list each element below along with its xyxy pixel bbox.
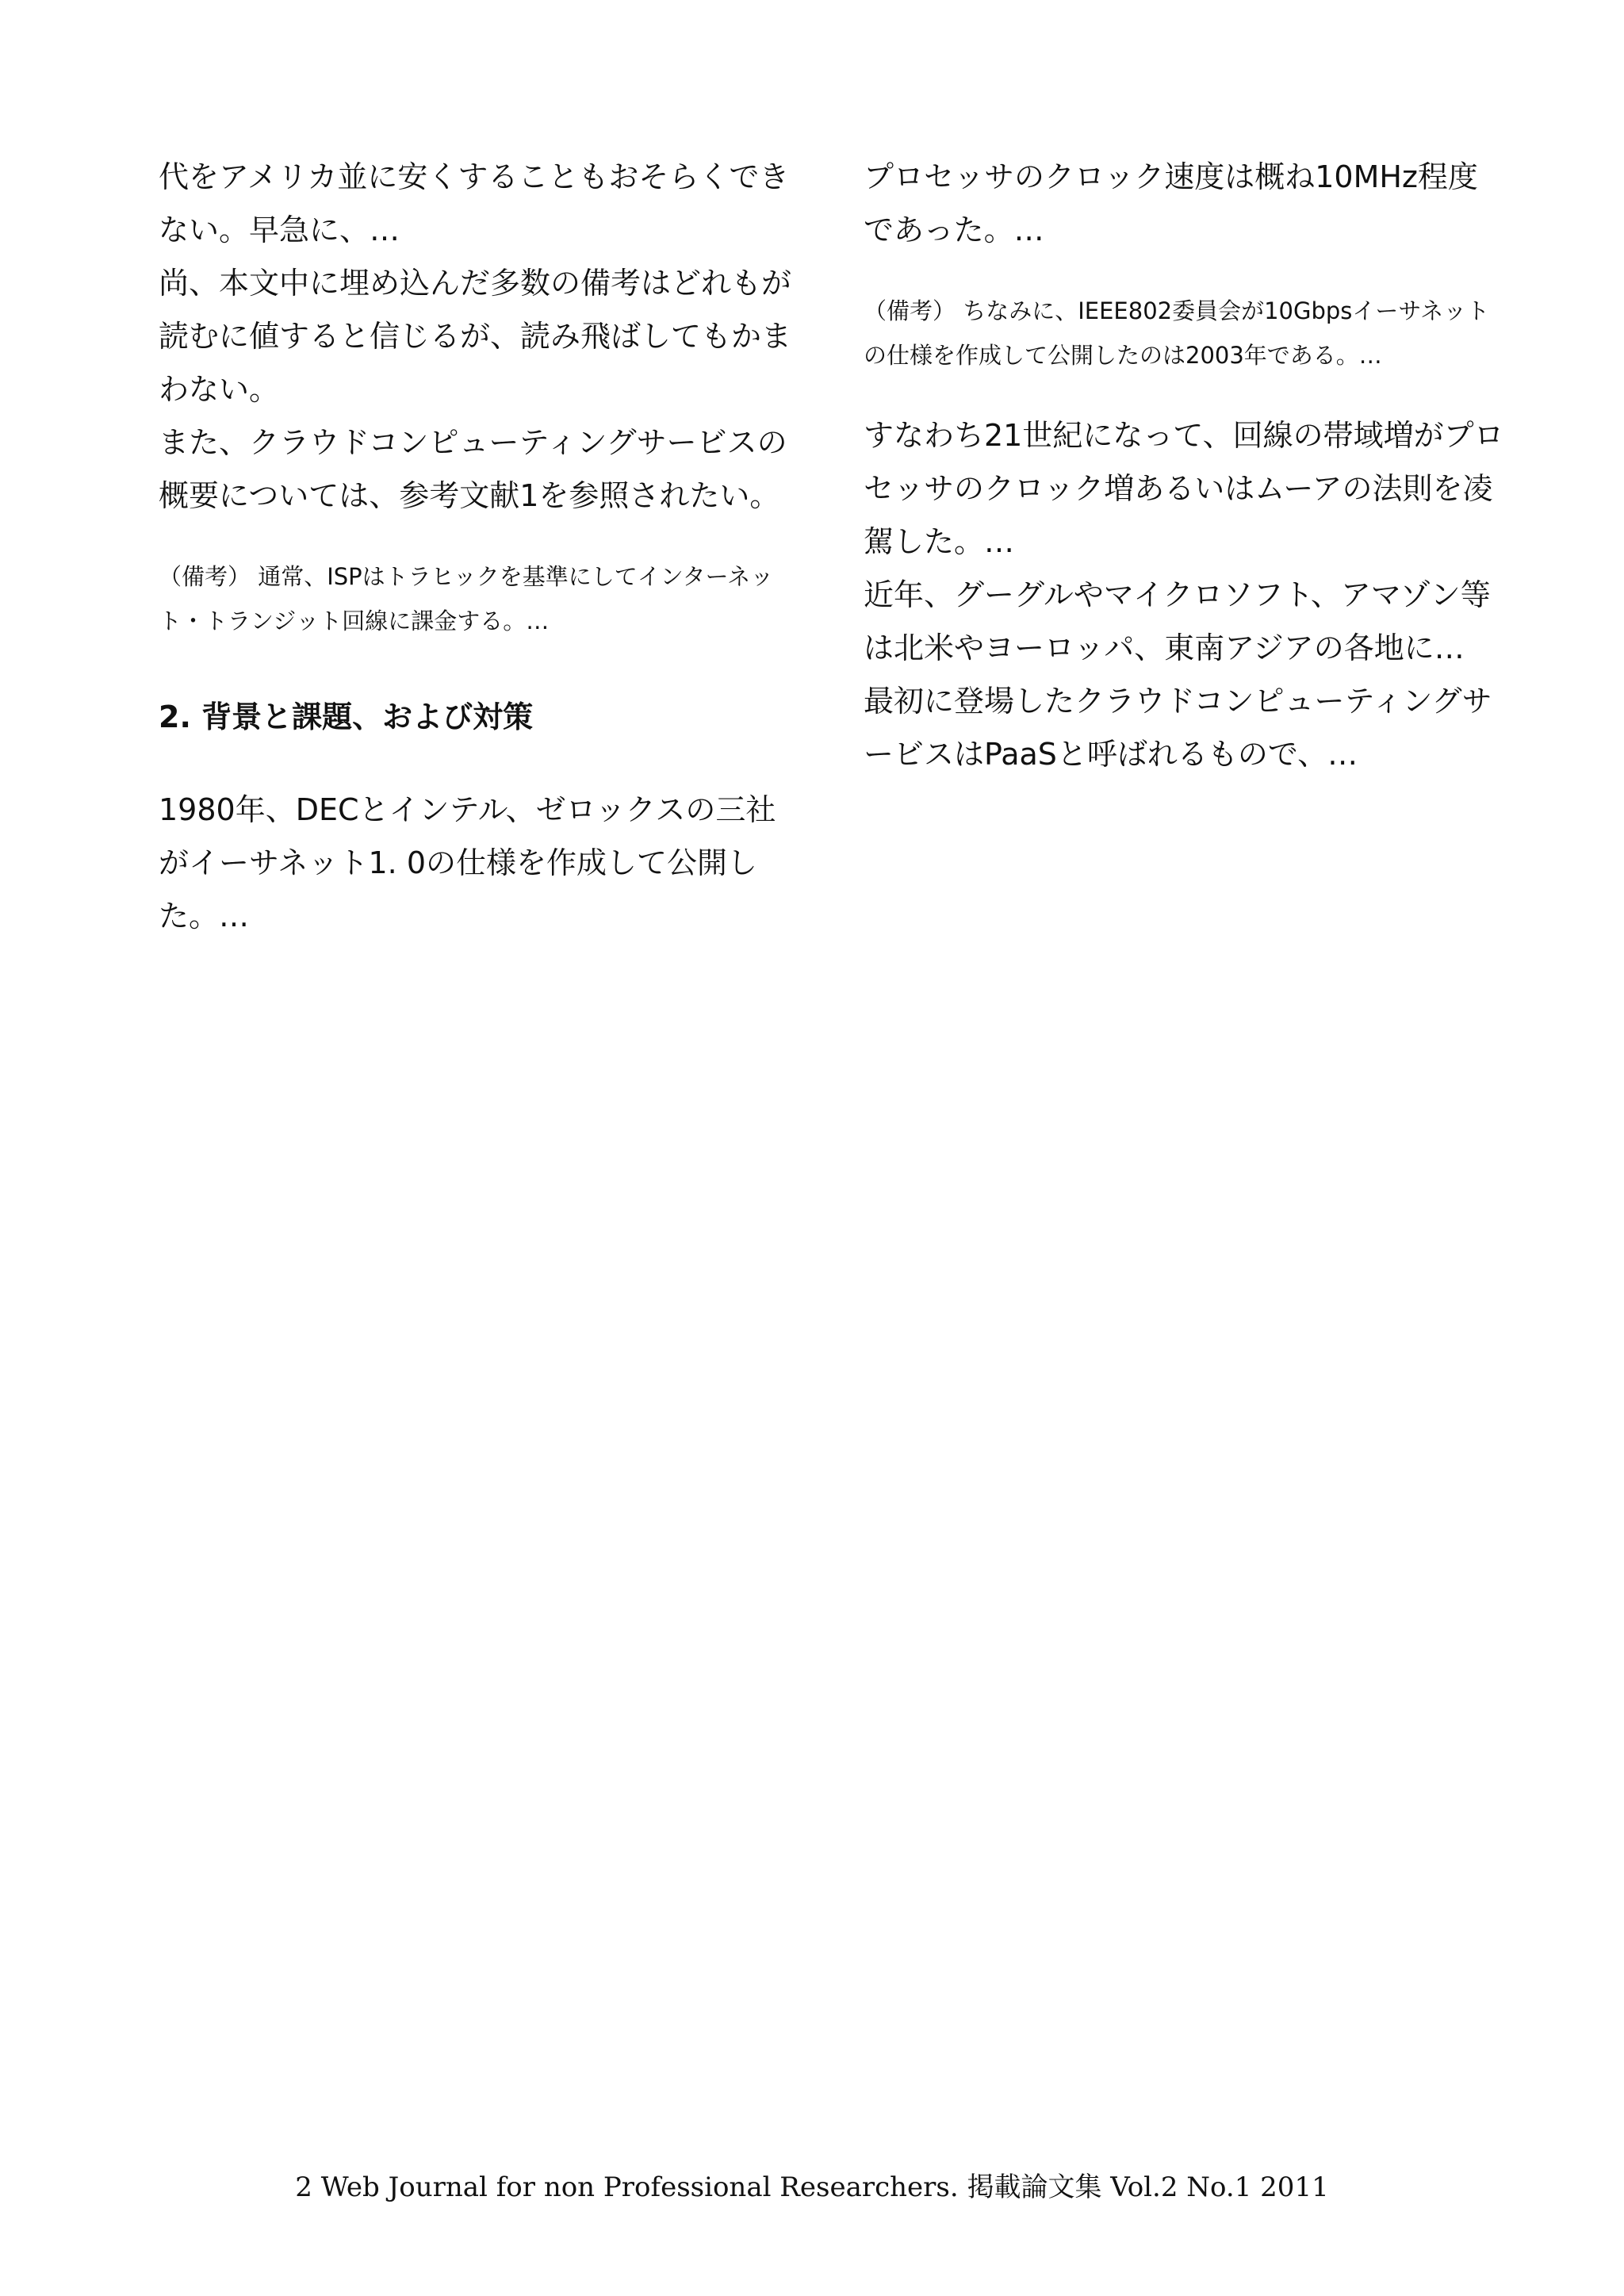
- page-footer: 2 Web Journal for non Professional Researchers. 掲載論文集 Vol.2 No.1 2011: [295, 2171, 1329, 2203]
- right-column: [864, 151, 1505, 943]
- paragraph: 最初に登場したクラウドコンピューティングサービスはPaaSと呼ばれるもので、…: [864, 684, 1492, 772]
- paragraph: プロセッサのクロック速度は概ね10MHz程度であった。…: [864, 159, 1478, 247]
- paragraph: すなわち21世紀になって、回線の帯域増がプロセッサのクロック増あるいはムーアの法則を凌駕した。…: [864, 418, 1504, 559]
- two-column-layout: [159, 151, 1505, 943]
- paragraph: 1980年、DECとインテル、ゼロックスの三社がイーサネット1. 0の仕様を作成して公開した。…: [159, 792, 776, 933]
- paragraph: 尚、本文中に埋め込んだ多数の備考はどれもが読むに値すると信じるが、読み飛ばしてもかまわない。: [159, 266, 792, 407]
- paragraph: 代をアメリカ並に安くすることもおそらくできない。早急に、…: [159, 159, 790, 247]
- note: （備考） ちなみに、IEEE802委員会が10Gbpsイーサネットの仕様を作成して公開したのは2003年である。…: [864, 297, 1490, 369]
- paragraph: また、クラウドコンピューティングサービスの概要については、参考文献1を参照されたい。: [159, 425, 787, 513]
- left-column: [159, 151, 800, 943]
- paragraph: 近年、グーグルやマイクロソフト、アマゾン等は北米やヨーロッパ、東南アジアの各地に…: [864, 577, 1491, 665]
- note: （備考） 通常、ISPはトラヒックを基準にしてインターネット・トランジット回線に課金する。…: [159, 563, 774, 634]
- section-heading: 2. 背景と課題、および対策: [159, 700, 534, 734]
